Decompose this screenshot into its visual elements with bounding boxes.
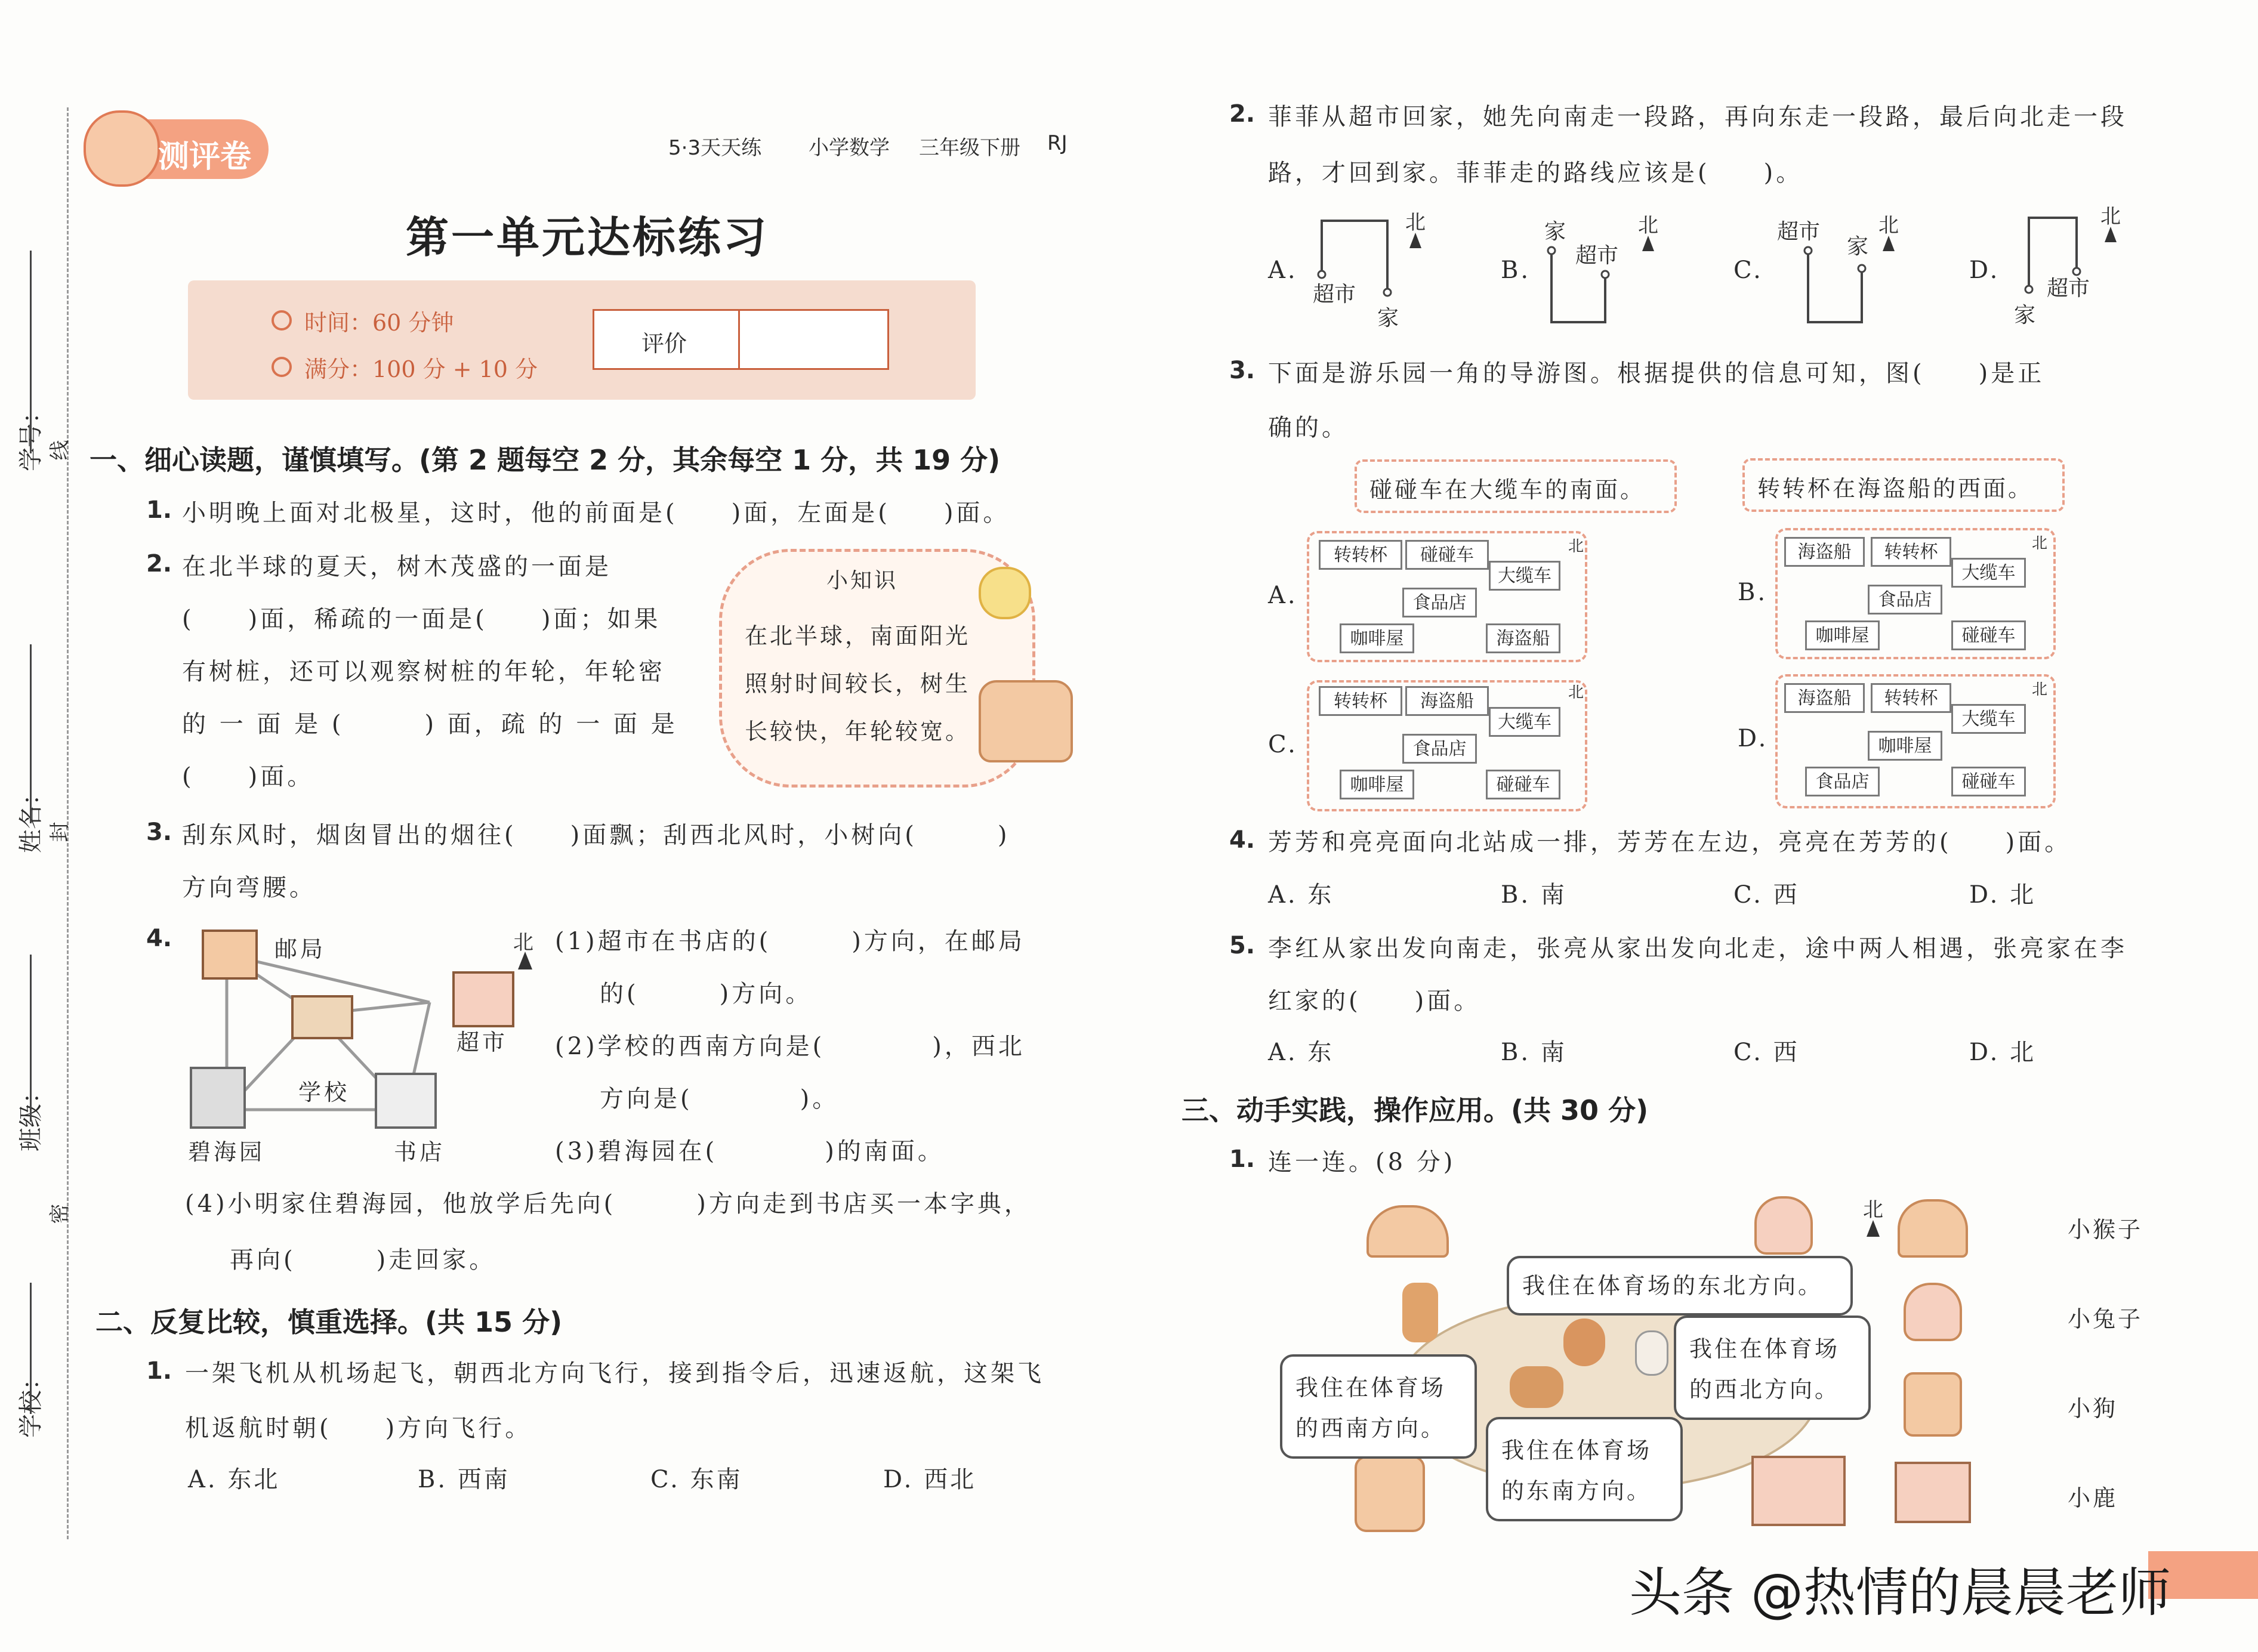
q3-line-1: 刮东风时，烟囱冒出的烟往( )面飘；刮西北风时，小树向( ) (182, 822, 1010, 849)
park-c-cell-5: 咖啡屋 (1340, 770, 1414, 799)
s3-north-label: 北 (1863, 1198, 1883, 1222)
q2-line-4: 的 一 面 是 ( ) 面，疏 的 一 面 是 (182, 711, 678, 738)
deer-icon (1402, 1283, 1438, 1342)
map-label-post: 邮局 (274, 936, 326, 962)
q1-text: 小明晚上面对北极星，这时，他的前面是( )面，左面是( )面。 (182, 499, 1010, 527)
map-label-garden: 碧海园 (188, 1139, 266, 1165)
park-c-cell-1: 转转杯 (1319, 686, 1402, 716)
s2-q5-option-c[interactable]: C. 西 (1733, 1039, 1800, 1066)
student-id-label: 学号： (17, 400, 45, 471)
map-label-school: 学校 (298, 1079, 350, 1106)
park-b-cell-1: 海盗船 (1784, 537, 1865, 567)
house-stump-icon (1904, 1372, 1962, 1437)
park-d-cell-3: 大缆车 (1951, 704, 2026, 734)
map-label-bookstore: 书店 (394, 1139, 446, 1165)
route-b-north: 北 (1638, 214, 1658, 237)
section1-title: 一、细心读题，谨慎填写。(第 2 题每空 2 分，其余每空 1 分，共 19 分) (90, 444, 1001, 476)
route-b-north-arrow-icon (1642, 236, 1654, 251)
route-d-market: 超市 (2047, 276, 2090, 301)
route-a-home: 家 (1377, 306, 1399, 331)
park-b-cell-2: 转转杯 (1871, 537, 1951, 567)
bubble-northeast (1507, 1256, 1853, 1316)
s2-q5-number: 5. (1229, 932, 1256, 959)
student-id-line (30, 251, 32, 453)
eval-score-field[interactable] (743, 311, 886, 368)
section3-title: 三、动手实践，操作应用。(共 30 分) (1182, 1094, 1649, 1126)
route-d-north-arrow-icon (2105, 227, 2117, 242)
s3-north-arrow-icon (1867, 1220, 1880, 1237)
s2-q5-line-2: 红家的( )面。 (1268, 987, 1481, 1015)
line-mark: 线 (48, 440, 72, 461)
park-b-cell-5: 咖啡屋 (1805, 620, 1880, 650)
bubble-southwest (1280, 1354, 1477, 1459)
animal-label-rabbit[interactable]: 小兔子 (2068, 1306, 2143, 1332)
s2-q5-line-1: 李红从家出发向南走，张亮从家出发向北走，途中两人相遇，张亮家在李 (1268, 935, 2127, 962)
route-b-market: 超市 (1575, 243, 1619, 268)
badge-label: 测评卷 (158, 139, 252, 175)
route-d-home: 家 (2014, 303, 2036, 328)
route-option-d-label[interactable]: D. (1969, 257, 2000, 284)
section2-title: 二、反复比较，慎重选择。(共 15 分) (95, 1306, 563, 1338)
watermark: 头条 @热情的晨晨老师 (1629, 1562, 2171, 1623)
park-d-cell-4: 咖啡屋 (1868, 731, 1942, 761)
s2-q2-number: 2. (1229, 100, 1256, 128)
s2-q3-line-1: 下面是游乐园一角的导游图。根据提供的信息可知，图( )是正 (1268, 360, 2045, 387)
s2-q4-number: 4. (1229, 826, 1256, 854)
house-peach-2-icon (1904, 1283, 1962, 1341)
park-a-cell-4: 食品店 (1402, 588, 1477, 617)
route-a-market: 超市 (1313, 282, 1356, 307)
s2-q3-line-2: 确的。 (1268, 414, 1349, 441)
name-label: 姓名： (17, 782, 45, 853)
q2-number: 2. (146, 550, 172, 578)
eval-label: 评价 (641, 331, 687, 357)
bookstore-icon (376, 1074, 436, 1128)
park-c-cell-2: 海盗船 (1405, 686, 1489, 716)
park-b-cell-6: 碰碰车 (1951, 620, 2026, 650)
s2-q1-line-1: 一架飞机从机场起飞，朝西北方向飞行，接到指令后，迅速返航，这架飞 (185, 1360, 1044, 1387)
route-option-a-label[interactable]: A. (1268, 257, 1298, 284)
park-a-cell-6: 海盗船 (1486, 623, 1560, 653)
route-a-north: 北 (1405, 211, 1426, 234)
animal-label-dog[interactable]: 小狗 (2068, 1395, 2118, 1422)
q4-4-line-2: 再向( )走回家。 (230, 1246, 496, 1274)
dog-icon (1510, 1366, 1563, 1408)
school-label: 学校： (17, 1366, 45, 1438)
park-d-cell-5: 食品店 (1805, 767, 1880, 796)
s2-q5-option-d[interactable]: D. 北 (1969, 1039, 2037, 1066)
tree-stump-icon (979, 680, 1073, 762)
house-doghouse-icon (1895, 1462, 1971, 1523)
bubble-northwest-line-2: 的西北方向。 (1689, 1376, 1840, 1403)
park-b-north-label: 北 (2032, 535, 2048, 552)
s2-q3-number: 3. (1229, 357, 1256, 384)
check-icon (272, 357, 292, 377)
park-c-cell-4: 食品店 (1402, 734, 1477, 764)
tip-title: 小知识 (826, 569, 899, 593)
tip-line-3: 长较快，年轮较宽。 (745, 718, 971, 745)
q1-number: 1. (146, 496, 172, 524)
s2-q1-option-a[interactable]: A. 东北 (188, 1466, 280, 1493)
header-grade: 三年级下册 (919, 136, 1020, 160)
s2-q4-text: 芳芳和亮亮面向北站成一排，芳芳在左边，亮亮在芳芳的( )面。 (1268, 829, 2072, 856)
bubble-northwest-line-1: 我住在体育场 (1689, 1336, 1840, 1362)
tip-line-1: 在北半球，南面阳光 (745, 623, 971, 649)
bubble-northwest (1674, 1316, 1871, 1420)
header-edition: RJ (1047, 131, 1068, 155)
animal-label-deer[interactable]: 小鹿 (2068, 1485, 2118, 1511)
house-peach-1-icon (1754, 1196, 1813, 1255)
route-b-home: 家 (1544, 220, 1566, 244)
route-c-home: 家 (1847, 234, 1869, 259)
stump-house-icon (1355, 1456, 1425, 1532)
bubble-southeast-line-2: 的东南方向。 (1501, 1478, 1652, 1504)
s2-q1-option-c[interactable]: C. 东南 (650, 1466, 743, 1493)
bubble-southwest-line-1: 我住在体育场 (1295, 1375, 1446, 1401)
clock-icon (272, 310, 292, 331)
park-a-cell-5: 咖啡屋 (1340, 623, 1414, 653)
s2-q4-option-c[interactable]: C. 西 (1733, 881, 1800, 909)
route-a-north-arrow-icon (1409, 233, 1421, 248)
garden-icon (191, 1068, 245, 1128)
q4-north-arrow-icon (518, 952, 532, 969)
park-map-d-label[interactable]: D. (1738, 725, 1769, 752)
park-b-cell-3: 大缆车 (1951, 558, 2026, 588)
park-a-cell-3: 大缆车 (1489, 561, 1560, 591)
q4-1-line-2: 的( )方向。 (600, 980, 813, 1008)
park-d-cell-6: 碰碰车 (1951, 767, 2026, 796)
route-d-north: 北 (2100, 205, 2121, 228)
map-label-market: 超市 (456, 1029, 508, 1055)
school-icon (292, 996, 352, 1038)
page-title: 第一单元达标练习 (406, 212, 769, 263)
bubble-southeast-line-1: 我住在体育场 (1501, 1437, 1652, 1463)
seal-mark: 封 (48, 822, 72, 842)
park-map-b-label[interactable]: B. (1738, 579, 1768, 606)
header-subject: 小学数学 (809, 136, 890, 160)
s2-q4-option-d[interactable]: D. 北 (1969, 881, 2037, 909)
bubble-southwest-line-2: 的西南方向。 (1295, 1415, 1446, 1441)
park-d-cell-1: 海盗船 (1784, 683, 1865, 713)
header-series: 5·3天天练 (668, 136, 762, 160)
s3-q1-text: 连一连。(8 分) (1268, 1148, 1456, 1176)
q4-2-line-2: 方向是( )。 (600, 1085, 840, 1113)
eval-divider (738, 309, 740, 370)
secret-mark: 密 (48, 1203, 72, 1224)
park-a-north-label: 北 (1568, 538, 1584, 555)
q2-line-1: 在北半球的夏天，树木茂盛的一面是 (182, 553, 612, 580)
q4-2-line-1: (2)学校的西南方向是( )，西北 (555, 1033, 1025, 1060)
s2-q5-option-b[interactable]: B. 南 (1501, 1039, 1567, 1066)
park-c-cell-6: 碰碰车 (1486, 770, 1560, 799)
s2-q4-option-b[interactable]: B. 南 (1501, 881, 1567, 909)
doghouse-icon (1751, 1456, 1846, 1526)
q4-1-line-1: (1)超市在书店的( )方向，在邮局 (555, 928, 1025, 955)
route-option-b-label[interactable]: B. (1501, 257, 1531, 284)
s2-q1-option-d[interactable]: D. 西北 (883, 1466, 977, 1493)
tip-line-2: 照射时间较长，树生 (745, 671, 971, 697)
park-a-cell-1: 转转杯 (1319, 540, 1402, 570)
s2-q2-line-2: 路，才回到家。菲菲走的路线应该是( )。 (1268, 159, 1803, 187)
hint-1-text: 碰碰车在大缆车的南面。 (1369, 477, 1646, 503)
class-label: 班级： (17, 1080, 45, 1151)
park-b-cell-4: 食品店 (1868, 585, 1942, 615)
bubble-northeast-text: 我住在体育场的东北方向。 (1522, 1273, 1824, 1299)
s2-q2-line-1: 菲菲从超市回家，她先向南走一段路，再向东走一段路，最后向北走一段 (1268, 103, 2127, 131)
park-map-a-label[interactable]: A. (1268, 582, 1298, 609)
park-c-north-label: 北 (1568, 684, 1584, 702)
s3-q1-number: 1. (1229, 1145, 1256, 1173)
q4-4-line-1: (4)小明家住碧海园，他放学后先向( )方向走到书店买一本字典， (185, 1190, 1031, 1218)
market-icon (454, 972, 513, 1026)
mascot-avatar (84, 110, 160, 187)
q3-line-2: 方向弯腰。 (182, 874, 316, 901)
route-option-c-label[interactable]: C. (1733, 257, 1763, 284)
s2-q1-option-b[interactable]: B. 西南 (418, 1466, 510, 1493)
park-c-cell-3: 大缆车 (1489, 707, 1560, 737)
q4-number: 4. (146, 925, 172, 952)
s2-q1-number: 1. (146, 1357, 172, 1385)
s2-q1-line-2: 机返航时朝( )方向飞行。 (185, 1415, 532, 1442)
route-c-north-arrow-icon (1883, 236, 1895, 251)
park-d-north-label: 北 (2032, 681, 2048, 699)
rabbit-icon (1635, 1330, 1668, 1376)
park-d-cell-2: 转转杯 (1871, 683, 1951, 713)
park-map-c-label[interactable]: C. (1268, 731, 1298, 758)
q2-line-2: ( )面，稀疏的一面是( )面；如果 (182, 606, 661, 633)
time-text: 时间：60 分钟 (304, 310, 454, 336)
q2-line-3: 有树桩，还可以观察树桩的年轮，年轮密 (182, 658, 665, 685)
post-office-icon (203, 931, 257, 978)
mushroom-house-icon (1366, 1205, 1449, 1258)
monkey-icon (1563, 1318, 1605, 1366)
name-line (30, 644, 32, 823)
q2-line-5: ( )面。 (182, 763, 314, 791)
school-line (30, 1283, 32, 1414)
sun-icon (979, 567, 1031, 619)
park-a-cell-2: 碰碰车 (1405, 540, 1489, 570)
animal-label-monkey[interactable]: 小猴子 (2068, 1216, 2143, 1243)
score-text: 满分：100 分 + 10 分 (304, 356, 538, 382)
house-mushroom-1-icon (1898, 1199, 1968, 1258)
q3-number: 3. (146, 819, 172, 846)
route-c-north: 北 (1878, 214, 1899, 237)
route-c-market: 超市 (1777, 220, 1821, 244)
q4-north-label: 北 (513, 931, 533, 955)
class-line (30, 955, 32, 1122)
bubble-southeast (1486, 1417, 1683, 1521)
q4-3-line: (3)碧海园在( )的南面。 (555, 1138, 945, 1165)
s2-q4-option-a[interactable]: A. 东 (1268, 881, 1334, 909)
s2-q5-option-a[interactable]: A. 东 (1268, 1039, 1334, 1066)
hint-2-text: 转转杯在海盗船的西面。 (1757, 475, 2034, 502)
